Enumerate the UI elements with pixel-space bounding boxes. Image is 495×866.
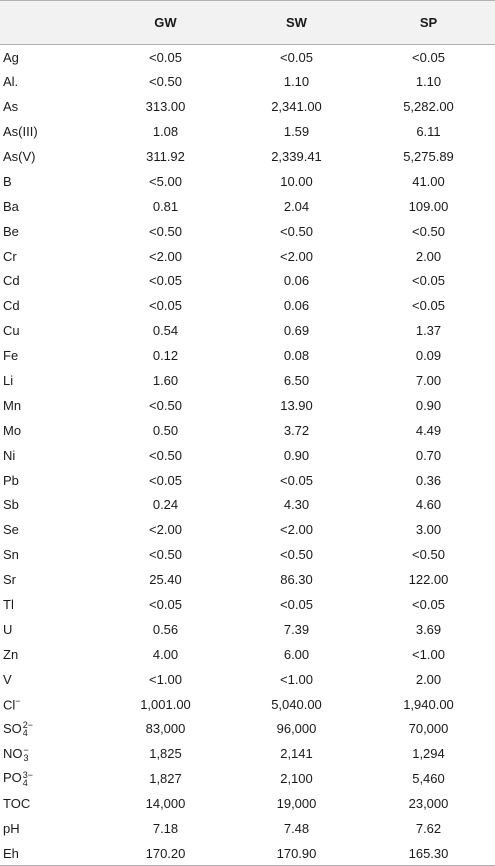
cell-sw: 0.69: [283, 323, 310, 339]
cell-gw: 0.81: [152, 198, 179, 214]
table-row: [0, 443, 495, 468]
ion-subscript: 4: [22, 778, 28, 788]
table-row: [0, 393, 495, 418]
cell-gw: 311.92: [146, 149, 185, 164]
row-label: [0, 841, 100, 866]
cell-sp: 4.60: [415, 497, 442, 513]
table-body: [0, 45, 495, 866]
cell-gw: 0.50: [152, 422, 179, 438]
cell-gw: <0.50: [149, 74, 182, 90]
cell-sp: 41.00: [412, 173, 445, 189]
cell-sp: <0.05: [412, 49, 445, 65]
row-label-text: As(V): [3, 149, 36, 164]
cell-gw: <0.50: [149, 397, 182, 413]
row-label-text: Ag: [3, 49, 19, 65]
cell-sw: 6.00: [283, 646, 310, 662]
row-label-text: Mn: [3, 397, 22, 413]
cell-sw: 19,000: [276, 796, 317, 812]
table-row: [0, 542, 495, 567]
row-label-text: Se: [3, 522, 19, 538]
cell-sw: <0.50: [280, 547, 313, 563]
cell-sp: 122.00: [408, 572, 449, 588]
cell-sw: 2,339.41: [271, 149, 322, 164]
row-label: [0, 667, 100, 692]
cell-sw: <2.00: [280, 522, 313, 538]
cell-gw: 14,000: [145, 796, 186, 812]
ion-charge-notation: [23, 721, 33, 737]
cell-gw: 4.00: [152, 646, 179, 662]
row-label: [0, 169, 100, 194]
table-row: [0, 219, 495, 244]
table-row: [0, 468, 495, 493]
row-label: [0, 269, 100, 294]
cell-gw: <5.00: [149, 173, 182, 189]
table-row: [0, 791, 495, 816]
cell-sp: 0.90: [415, 397, 442, 413]
cell-sw: 96,000: [276, 721, 317, 737]
cell-gw: 170.20: [100, 841, 231, 866]
row-label-text: B: [3, 173, 12, 189]
cell-sp: 2.00: [415, 671, 442, 687]
cell-sw: 170.90: [231, 841, 362, 866]
row-label: [0, 493, 100, 518]
table-row: [0, 642, 495, 667]
table-row: [0, 692, 495, 717]
cell-sw: <0.05: [280, 597, 313, 613]
row-label: [0, 766, 100, 791]
row-label: [0, 592, 100, 617]
cell-gw: <1.00: [149, 671, 182, 687]
cell-sw: 10.00: [280, 173, 313, 189]
table-header: [0, 1, 495, 45]
row-label: [0, 542, 100, 567]
cell-sp: 6.11: [416, 124, 441, 140]
cell-sp: 1.10: [415, 74, 442, 90]
row-label-text: Fe: [3, 348, 19, 364]
row-label: [0, 318, 100, 343]
cell-sp: 23,000: [408, 796, 449, 812]
cell-sw: 6.50: [283, 373, 310, 389]
cell-sp: 70,000: [408, 721, 449, 737]
cell-gw: 1.60: [152, 373, 179, 389]
row-label: [0, 617, 100, 642]
row-label: [0, 393, 100, 418]
cell-sp: 5,460: [412, 771, 445, 787]
cell-sw: 1.10: [283, 74, 310, 90]
cell-gw: <0.50: [149, 547, 182, 563]
table-row: [0, 667, 495, 692]
cell-gw: 0.12: [152, 348, 179, 364]
cell-gw: <0.50: [149, 447, 182, 463]
row-label-text: Cd: [3, 298, 20, 314]
table-row: [0, 45, 495, 70]
table-row: [0, 119, 495, 144]
ion-charge-notation: [23, 771, 33, 787]
table-row: [0, 194, 495, 219]
cell-sp: 1,940.00: [403, 696, 454, 712]
row-label: [0, 468, 100, 493]
row-label-text: Sn: [3, 547, 19, 563]
table-row: [0, 717, 495, 742]
row-label-text: Be: [3, 223, 19, 239]
row-label: [0, 692, 100, 717]
cell-sw: 13.90: [280, 397, 313, 413]
row-label-text: Cl: [3, 697, 16, 713]
table-row: [0, 592, 495, 617]
table-row: [0, 269, 495, 294]
row-label-text: Mo: [3, 422, 22, 438]
cell-gw: <0.05: [149, 298, 182, 314]
cell-gw: 1.08: [152, 124, 179, 140]
row-label: [0, 119, 100, 144]
table-row: [0, 293, 495, 318]
cell-sw: 3.72: [283, 422, 310, 438]
row-label: [0, 194, 100, 219]
table-row: [0, 144, 495, 169]
cell-gw: 313.00: [145, 99, 186, 115]
cell-sp: <0.05: [412, 298, 445, 314]
cell-gw: <0.05: [149, 273, 182, 289]
cell-sp: 5,282.00: [403, 99, 454, 115]
cell-sp: 1.37: [415, 323, 442, 339]
ion-charge: −: [23, 745, 29, 756]
cell-gw: 1,827: [149, 771, 182, 787]
cell-sp: 7.00: [415, 373, 442, 389]
row-label: [0, 642, 100, 667]
cell-sw: 2,100: [280, 771, 313, 787]
row-label-text: Cd: [3, 273, 20, 289]
cell-sw: 1.59: [283, 124, 310, 140]
row-label-text: V: [3, 671, 12, 687]
cell-gw: <2.00: [149, 248, 182, 264]
cell-gw: 1,001.00: [140, 696, 191, 712]
cell-sp: 5,275.89: [403, 149, 454, 164]
cell-sp: <0.05: [412, 273, 445, 289]
header-cell-sp: SP: [362, 1, 495, 45]
row-label-text: Ba: [3, 198, 19, 214]
ion-charge: −: [15, 695, 21, 706]
table-row: [0, 741, 495, 766]
table-row: [0, 244, 495, 269]
cell-sp: 0.09: [415, 348, 442, 364]
table-row: [0, 69, 495, 94]
row-label: [0, 94, 100, 119]
row-label-text: PO: [3, 770, 22, 786]
cell-sw: <0.05: [280, 49, 313, 65]
row-label: [0, 418, 100, 443]
row-label-text: Sr: [3, 572, 16, 588]
row-label: [0, 343, 100, 368]
row-label: [0, 443, 100, 468]
cell-sw: 2,341.00: [271, 99, 322, 115]
row-label: [0, 717, 100, 742]
row-label-text: Cu: [3, 323, 20, 339]
cell-sw: 0.06: [283, 273, 310, 289]
table-row: [0, 343, 495, 368]
row-label-text: SO: [3, 720, 22, 736]
row-label: [0, 244, 100, 269]
table-row: [0, 766, 495, 791]
row-label-text: Sb: [3, 497, 19, 513]
cell-sw: 2,141: [280, 746, 313, 762]
cell-sp: <0.50: [412, 547, 445, 563]
cell-sp: <1.00: [412, 646, 445, 662]
row-label: [0, 144, 100, 169]
row-label: [0, 517, 100, 542]
cell-sw: 2.04: [283, 198, 310, 214]
cell-sw: 0.90: [283, 447, 310, 463]
cell-sw: <1.00: [280, 671, 313, 687]
row-label-text: NO: [3, 745, 23, 761]
cell-gw: <0.05: [149, 49, 182, 65]
cell-gw: 83,000: [145, 721, 186, 737]
cell-sp: 0.36: [415, 472, 442, 488]
cell-sw: 0.08: [283, 348, 310, 364]
cell-sw: 4.30: [283, 497, 310, 513]
row-label-text: Pb: [3, 472, 19, 488]
cell-sp: 165.30: [362, 841, 495, 866]
table-row: [0, 567, 495, 592]
row-label-text: pH: [3, 821, 20, 837]
cell-sw: <0.05: [280, 472, 313, 488]
cell-sw: <0.50: [280, 223, 313, 239]
row-label-text: Cr: [3, 248, 17, 264]
table-row: [0, 493, 495, 518]
header-cell-parameter: [0, 1, 100, 45]
cell-gw: 25.40: [149, 572, 182, 588]
row-label-text: Li: [3, 373, 14, 389]
cell-sp: 109.00: [408, 198, 449, 214]
table-row: [0, 617, 495, 642]
cell-gw: 0.56: [152, 621, 179, 637]
row-label-text: U: [3, 621, 13, 637]
cell-gw: <0.05: [149, 597, 182, 613]
cell-sp: 7.62: [415, 821, 442, 837]
row-label-text: Tl: [3, 597, 14, 613]
header-cell-gw: GW: [100, 1, 231, 45]
cell-sp: 4.49: [415, 422, 442, 438]
row-label: [0, 219, 100, 244]
table-row: [0, 368, 495, 393]
cell-sw: 7.48: [283, 821, 310, 837]
cell-gw: 0.24: [152, 497, 179, 513]
cell-sp: 1,294: [412, 746, 445, 762]
row-label-text: Ni: [3, 447, 16, 463]
cell-gw: <0.50: [149, 223, 182, 239]
cell-sp: 0.70: [415, 447, 442, 463]
cell-sp: 2.00: [415, 248, 442, 264]
header-row: [0, 1, 495, 45]
row-label-text: As(III): [3, 124, 38, 140]
row-label: [0, 741, 100, 766]
row-label-text: Al.: [3, 74, 19, 90]
table-row: [0, 517, 495, 542]
cell-gw: 0.54: [152, 323, 179, 339]
cell-sp: 3.00: [415, 522, 442, 538]
row-label: [0, 69, 100, 94]
cell-gw: 1,825: [149, 746, 182, 762]
row-label: [0, 293, 100, 318]
ion-charge-notation: [24, 746, 29, 762]
cell-gw: 7.18: [152, 821, 179, 837]
cell-sp: 3.69: [415, 621, 442, 637]
row-label-text: As: [3, 99, 19, 115]
header-cell-sw: SW: [231, 1, 362, 45]
table-row: [0, 94, 495, 119]
ion-subscript: 3: [23, 753, 29, 764]
row-label: [0, 45, 100, 70]
cell-sw: <2.00: [280, 248, 313, 264]
cell-sp: <0.05: [412, 597, 445, 613]
row-label: [0, 368, 100, 393]
cell-gw: <0.05: [149, 472, 182, 488]
table-row: [0, 816, 495, 841]
table-row: [0, 318, 495, 343]
ion-charge: 3−: [22, 769, 34, 780]
ion-charge: 2−: [22, 720, 34, 731]
table-row: [0, 841, 495, 866]
cell-gw: <2.00: [149, 522, 182, 538]
cell-sp: <0.50: [412, 223, 445, 239]
row-label: [0, 791, 100, 816]
row-label-text: Eh: [3, 845, 19, 861]
cell-sw: 5,040.00: [271, 696, 322, 712]
table-row: [0, 418, 495, 443]
cell-sw: 86.30: [280, 572, 313, 588]
cell-sw: 7.39: [283, 621, 310, 637]
row-label: [0, 567, 100, 592]
row-label-text: Zn: [3, 646, 19, 662]
cell-sw: 0.06: [283, 298, 310, 314]
row-label: [0, 816, 100, 841]
ion-subscript: 4: [22, 728, 28, 739]
row-label-text: TOC: [3, 796, 31, 812]
table-row: [0, 169, 495, 194]
